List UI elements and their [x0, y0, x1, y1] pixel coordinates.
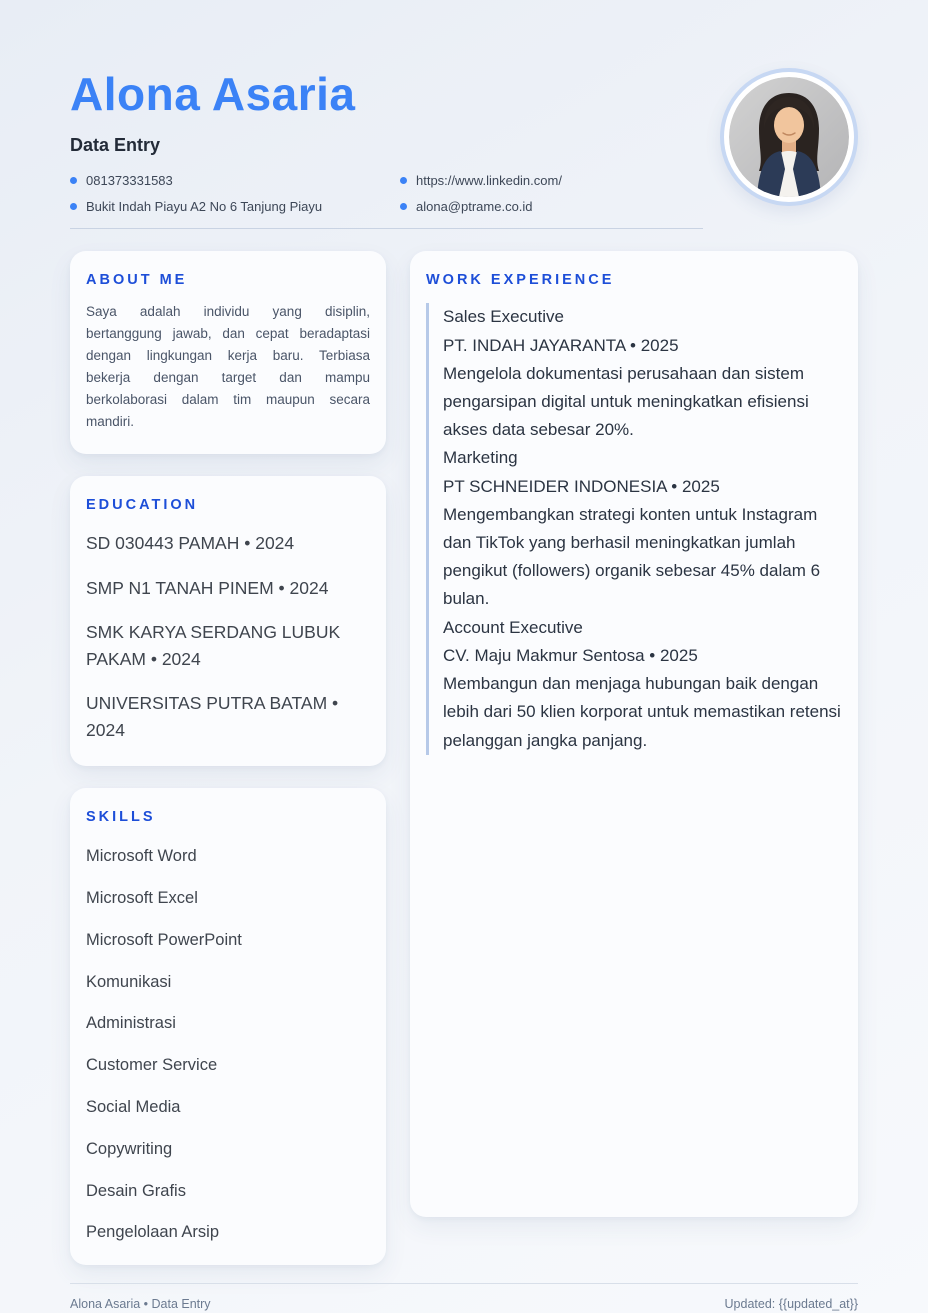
- contact-list: [70, 173, 703, 214]
- experience-entry: [443, 444, 842, 613]
- skill-item: Pengelolaan Arsip: [86, 1223, 220, 1242]
- contact-email-text: alona@ptrame.co.id: [416, 199, 533, 215]
- experience-role: Sales Executive: [443, 307, 564, 327]
- contact-linkedin-text: https://www.linkedin.com/: [416, 173, 562, 189]
- education-item: SD 030443 PAMAH • 2024: [86, 533, 295, 554]
- person-name: Alona Asaria: [70, 68, 356, 120]
- footer-identity: Alona Asaria • Data Entry: [70, 1297, 211, 1312]
- experience-role: Account Executive: [443, 617, 583, 637]
- skill-item: Microsoft Excel: [86, 889, 198, 907]
- experience-entries: [426, 303, 842, 755]
- contact-email: [400, 199, 703, 214]
- header-identity: [70, 70, 703, 229]
- contact-address-text: Bukit Indah Piayu A2 No 6 Tanjung Piayu: [86, 199, 323, 215]
- skill-item: Desain Grafis: [86, 1181, 186, 1200]
- experience-company: CV. Maju Makmur Sentosa • 2025: [443, 645, 698, 665]
- about-text: Saya adalah individu yang disiplin, bertanggung jawab, dan cepat beradaptasi dengan lingkungan kerja baru. Terbiasa bekerja dengan target dan mampu berkolaborasi dalam tim maupun secara mandiri.: [86, 304, 370, 429]
- skills-heading: SKILLS: [86, 809, 156, 826]
- footer-updated: Updated: {{updated_at}}: [724, 1297, 858, 1312]
- contact-address: [70, 199, 400, 214]
- skills-card: [70, 788, 386, 1265]
- dot-icon: [70, 203, 77, 210]
- dot-icon: [400, 203, 407, 210]
- experience-role: Marketing: [443, 448, 518, 468]
- skill-item: Administrasi: [86, 1014, 176, 1033]
- about-heading: ABOUT ME: [86, 272, 188, 289]
- skill-item: Microsoft Word: [86, 847, 197, 866]
- header: [70, 70, 858, 229]
- profile-photo: [720, 68, 858, 206]
- skill-item: Customer Service: [86, 1056, 218, 1075]
- dot-icon: [70, 177, 77, 184]
- job-title: Data Entry: [70, 135, 161, 156]
- education-heading: EDUCATION: [86, 497, 199, 514]
- education-item: SMP N1 TANAH PINEM • 2024: [86, 577, 329, 598]
- contact-phone-text: 081373331583: [86, 173, 173, 189]
- skill-item: Copywriting: [86, 1139, 173, 1158]
- main-content: [70, 251, 858, 1265]
- experience-entry: [443, 303, 842, 444]
- profile-photo-illustration: [729, 77, 849, 197]
- education-card: [70, 476, 386, 766]
- education-item: SMK KARYA SERDANG LUBUK PAKAM • 2024: [86, 621, 341, 669]
- experience-description: Mengelola dokumentasi perusahaan dan sistem pengarsipan digital untuk meningkatkan efisiensi akses data sebesar 20%.: [443, 363, 809, 440]
- experience-description: Membangun dan menjaga hubungan baik dengan lebih dari 50 klien korporat untuk memastikan retensi pelanggan jangka panjang.: [443, 674, 841, 750]
- experience-entry: [443, 614, 842, 755]
- skill-item: Microsoft PowerPoint: [86, 930, 242, 949]
- experience-company: PT SCHNEIDER INDONESIA • 2025: [443, 476, 720, 496]
- left-column: [70, 251, 386, 1265]
- experience-company: PT. INDAH JAYARANTA • 2025: [443, 335, 679, 355]
- experience-card: [410, 251, 858, 1217]
- contact-linkedin: [400, 173, 703, 188]
- experience-description: Mengembangkan strategi konten untuk Instagram dan TikTok yang berhasil meningkatkan jumlah pengikut (followers) organik sebesar 45% dalam 6 bulan.: [443, 504, 821, 609]
- dot-icon: [400, 177, 407, 184]
- right-column: [410, 251, 858, 1265]
- education-item: UNIVERSITAS PUTRA BATAM • 2024: [86, 692, 339, 741]
- about-card: [70, 251, 386, 454]
- skill-item: Social Media: [86, 1097, 181, 1116]
- contact-phone: [70, 173, 400, 188]
- footer: [70, 1283, 858, 1311]
- skill-item: Komunikasi: [86, 972, 172, 991]
- experience-heading: WORK EXPERIENCE: [426, 272, 615, 289]
